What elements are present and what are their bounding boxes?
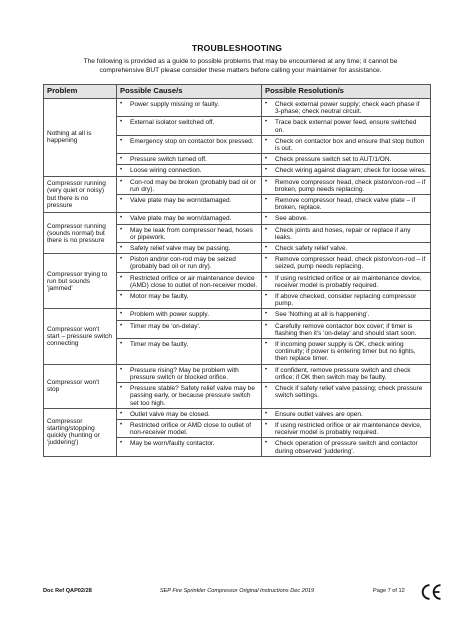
cause-cell-text: Pressure stable? Safety relief valve may be passing early, or because pressure switch set too high. — [130, 385, 256, 407]
bullet-icon: • — [120, 274, 123, 281]
resolution-cell-text: Check external power supply; check each phase if 3-phase; check neutral circuit. — [275, 101, 420, 116]
cause-cell-text: Emergency stop on contactor box pressed. — [130, 137, 254, 145]
cause-cell — [117, 254, 262, 272]
resolution-cell-text: Carefully remove contactor box cover; if timer is flashing then it's 'on-delay' and should start soon. — [275, 322, 417, 337]
cause-cell — [117, 438, 262, 456]
cause-cell-text: May be worn/faulty contactor. — [130, 440, 215, 448]
resolution-cell-text: If using restricted orifice or air maintenance device, receiver model is probably required. — [275, 274, 422, 289]
resolution-cell — [262, 438, 431, 456]
table-row — [44, 99, 431, 117]
table-row — [44, 408, 431, 419]
cause-cell-text: Restricted orifice or air maintenance device (AMD) close to outlet of non-receiver model. — [130, 274, 258, 289]
problem-cell: Compressor running (very quiet or noisy) but there is no pressure — [44, 176, 117, 213]
cause-cell — [117, 339, 262, 365]
problem-cell: Compressor starting/stopping quickly (hunting or 'juddering') — [44, 408, 117, 456]
ce-mark-icon — [419, 583, 443, 601]
bullet-icon: • — [265, 322, 268, 329]
resolution-cell-text: If confident, remove pressure switch and check orifice; if OK then switch may be faulty. — [275, 366, 411, 381]
resolution-cell — [262, 408, 431, 419]
bullet-icon: • — [265, 197, 268, 204]
resolution-cell-text: Ensure outlet valves are open. — [275, 410, 363, 418]
table-row — [44, 309, 431, 320]
resolution-cell — [262, 339, 431, 365]
resolution-cell — [262, 254, 431, 272]
bullet-icon: • — [265, 178, 268, 185]
resolution-cell — [262, 383, 431, 409]
resolution-cell-text: If incoming power supply is OK, check wiring continuity; if power is entering timer but no lights, then replace timer. — [275, 341, 416, 363]
resolution-cell — [262, 309, 431, 320]
cause-cell-text: Motor may be faulty. — [130, 293, 189, 301]
cause-cell — [117, 419, 262, 437]
bullet-icon: • — [265, 410, 268, 417]
bullet-icon: • — [265, 119, 268, 126]
bullet-icon: • — [265, 366, 268, 373]
document-title-footer: SEP Fire Sprinkler Compressor Original Instructions Dec 2019 — [159, 588, 315, 594]
cause-cell-text: Timer may be faulty. — [130, 341, 189, 349]
resolution-cell-text: Check wiring against diagram; check for loose wires. — [275, 167, 427, 175]
doc-reference: Doc Ref QAP02/28 — [43, 588, 92, 594]
resolution-cell — [262, 272, 431, 290]
resolution-cell — [262, 165, 431, 176]
page-title: TROUBLESHOOTING — [191, 43, 283, 53]
bullet-icon: • — [265, 440, 268, 447]
resolution-cell — [262, 195, 431, 213]
problem-cell: Compressor won't stop — [44, 364, 117, 408]
resolution-cell — [262, 213, 431, 224]
bullet-icon: • — [265, 256, 268, 263]
bullet-icon: • — [120, 226, 123, 233]
resolution-cell-text: Check pressure switch set to AUT/1/ON. — [275, 156, 392, 164]
bullet-icon: • — [120, 178, 123, 185]
table-row — [44, 213, 431, 224]
resolution-cell-text: Check safety relief valve. — [275, 245, 348, 253]
resolution-cell — [262, 99, 431, 117]
cause-cell — [117, 383, 262, 409]
header-cause: Possible Cause/s — [117, 85, 262, 99]
bullet-icon: • — [120, 322, 123, 329]
bullet-icon: • — [265, 421, 268, 428]
cause-cell-text: May be leak from compressor head, hoses or pipework. — [130, 226, 253, 241]
bullet-icon: • — [265, 167, 268, 174]
bullet-icon: • — [120, 197, 123, 204]
resolution-cell-text: Check if safety relief valve passing; check pressure switch settings. — [275, 385, 423, 400]
resolution-cell-text: Check on contactor box and ensure that stop button is out. — [275, 137, 425, 153]
cause-cell-text: Problem with power supply. — [130, 311, 209, 319]
resolution-cell-text: Check operation of pressure switch and contactor during observed 'juddering'. — [275, 440, 418, 455]
resolution-cell-text: See above. — [275, 215, 308, 223]
cause-cell-text: Con-rod may be broken (probably bad oil or run dry). — [130, 178, 256, 193]
bullet-icon: • — [120, 410, 123, 417]
cause-cell — [117, 364, 262, 382]
bullet-icon: • — [120, 215, 123, 222]
table-row — [44, 364, 431, 382]
resolution-cell-text: See 'Nothing at all is happening'. — [275, 311, 370, 319]
bullet-icon: • — [265, 341, 268, 348]
cause-cell — [117, 309, 262, 320]
resolution-cell — [262, 117, 431, 135]
cause-cell-text: Loose wiring connection. — [130, 167, 202, 175]
cause-cell — [117, 195, 262, 213]
intro-paragraph: The following is provided as a guide to possible problems that may be encountered at any time; it cannot be comprehensive BUT please consider these matters before calling your maintainer for assistance. — [83, 58, 398, 75]
cause-cell-text: Safety relief valve may be passing. — [130, 245, 231, 253]
bullet-icon: • — [265, 226, 268, 233]
cause-cell-text: Valve plate may be worn/damaged. — [130, 215, 232, 223]
bullet-icon: • — [265, 101, 268, 107]
cause-cell — [117, 117, 262, 135]
problem-cell: Nothing at all is happening — [44, 99, 117, 177]
cause-cell — [117, 291, 262, 309]
bullet-icon: • — [120, 137, 123, 144]
troubleshooting-table — [43, 84, 431, 457]
bullet-icon: • — [120, 440, 123, 447]
bullet-icon: • — [265, 293, 268, 300]
bullet-icon: • — [265, 311, 268, 318]
resolution-cell — [262, 320, 431, 338]
resolution-cell — [262, 154, 431, 165]
table-row — [44, 254, 431, 272]
bullet-icon: • — [120, 256, 123, 263]
cause-cell — [117, 272, 262, 290]
header-problem: Problem — [44, 85, 117, 99]
resolution-cell-text: Remove compressor head, check piston/con-rod – if seized, pump needs replacing. — [275, 256, 426, 271]
resolution-cell — [262, 291, 431, 309]
bullet-icon: • — [120, 385, 123, 392]
problem-cell: Compressor won't start – pressure switch connecting — [44, 309, 117, 364]
resolution-cell-text: Trace back external power feed, ensure switched on. — [275, 119, 417, 134]
cause-cell-text: Pressure switch turned off. — [130, 156, 207, 164]
resolution-cell-text: Remove compressor head, check piston/con-rod – if broken, pump needs replacing. — [275, 178, 426, 193]
resolution-cell — [262, 224, 431, 242]
table-body — [44, 99, 431, 457]
cause-cell — [117, 243, 262, 254]
bullet-icon: • — [265, 215, 268, 222]
cause-cell — [117, 154, 262, 165]
bullet-icon: • — [120, 293, 123, 300]
bullet-icon: • — [120, 366, 123, 373]
bullet-icon: • — [265, 245, 268, 252]
bullet-icon: • — [120, 421, 123, 428]
resolution-cell — [262, 176, 431, 194]
cause-cell — [117, 213, 262, 224]
bullet-icon: • — [265, 156, 268, 163]
bullet-icon: • — [120, 156, 123, 163]
resolution-cell — [262, 135, 431, 153]
cause-cell-text: Valve plate may be worn/damaged. — [130, 197, 232, 205]
cause-cell-text: Timer may be 'on-delay'. — [130, 322, 201, 330]
bullet-icon: • — [120, 341, 123, 348]
bullet-icon: • — [265, 274, 268, 281]
cause-cell — [117, 165, 262, 176]
cause-cell-text: External isolator switched off. — [130, 119, 215, 127]
cause-cell-text: Restricted orifice or AMD close to outlet of non-receiver model. — [130, 421, 252, 437]
resolution-cell-text: If using restricted orifice or air maintenance device, receiver model is probably required. — [275, 421, 422, 437]
bullet-icon: • — [120, 101, 123, 107]
header-resolution: Possible Resolution/s — [262, 85, 431, 99]
cause-cell — [117, 99, 262, 117]
resolution-cell — [262, 364, 431, 382]
cause-cell — [117, 224, 262, 242]
table-header-row — [44, 85, 431, 99]
resolution-cell — [262, 243, 431, 254]
cause-cell-text: Power supply missing or faulty. — [130, 101, 220, 108]
table-row — [44, 176, 431, 194]
bullet-icon: • — [120, 245, 123, 252]
resolution-cell-text: Check joints and hoses, repair or replace if any leaks. — [275, 226, 411, 241]
page-number: Page 7 of 12 — [373, 588, 405, 594]
bullet-icon: • — [265, 137, 268, 144]
resolution-cell-text: If above checked, consider replacing compressor pump. — [275, 293, 417, 308]
resolution-cell — [262, 419, 431, 437]
problem-cell: Compressor trying to run but sounds 'jammed' — [44, 254, 117, 309]
bullet-icon: • — [120, 311, 123, 318]
resolution-cell-text: Remove compressor head, check valve plate – if broken, replace. — [275, 197, 416, 212]
bullet-icon: • — [120, 119, 123, 126]
problem-cell: Compressor running (sounds normal) but there is no pressure — [44, 213, 117, 254]
cause-cell-text: Outlet valve may be closed. — [130, 410, 210, 418]
bullet-icon: • — [265, 385, 268, 392]
bullet-icon: • — [120, 167, 123, 174]
cause-cell — [117, 176, 262, 194]
cause-cell — [117, 320, 262, 338]
cause-cell-text: Piston and/or con-rod may be seized (probably bad oil or run dry). — [130, 256, 236, 271]
cause-cell — [117, 135, 262, 153]
cause-cell-text: Pressure rising? May be problem with pressure switch or blocked orifice. — [130, 366, 239, 381]
cause-cell — [117, 408, 262, 419]
